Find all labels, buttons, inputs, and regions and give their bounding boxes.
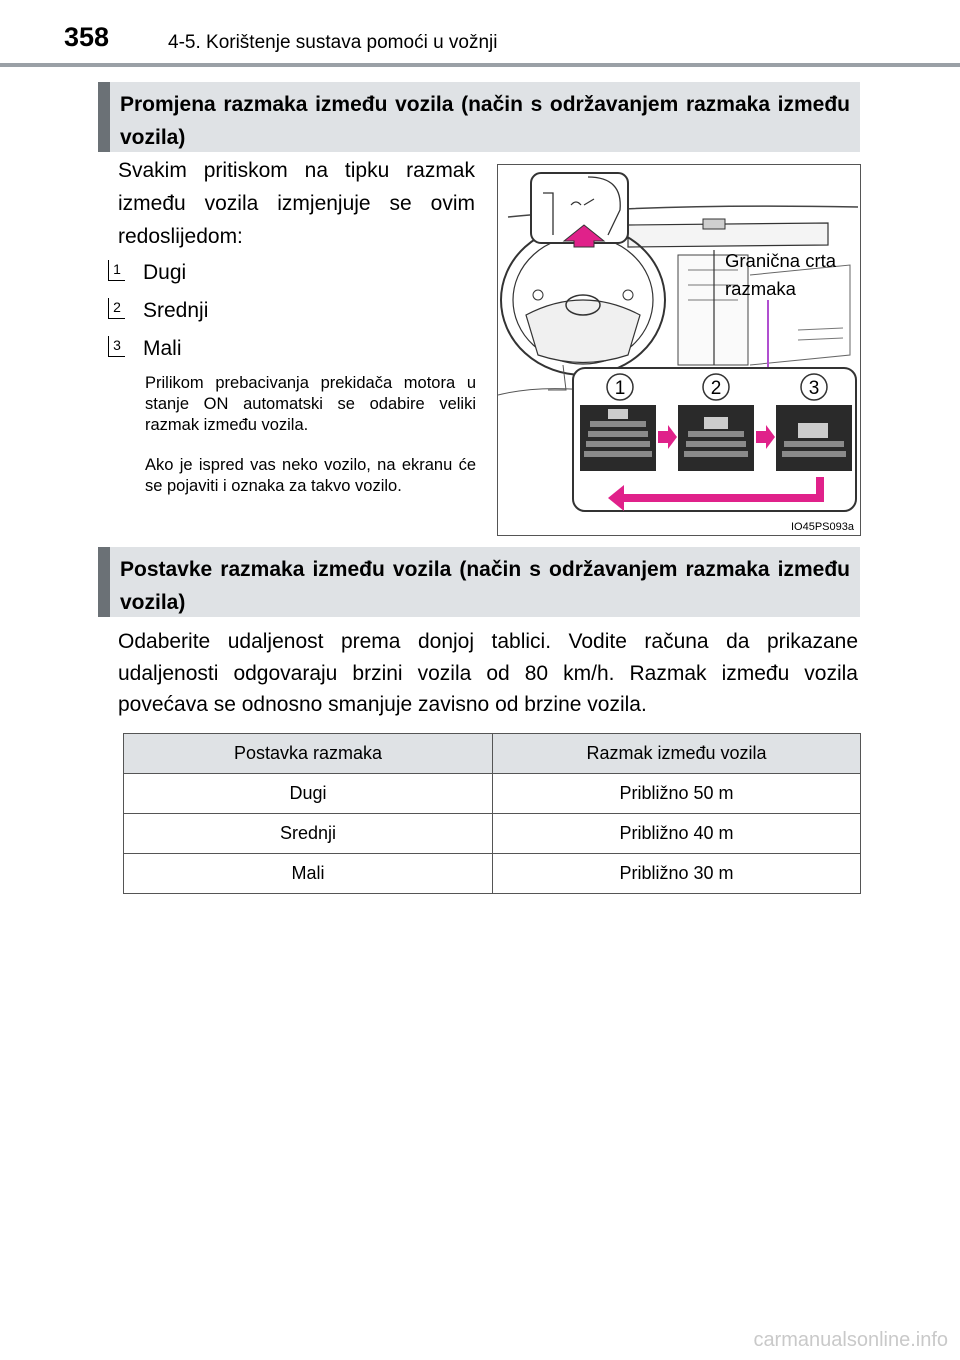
page-number: 358: [64, 22, 110, 52]
section-heading-distance-settings: Postavke razmaka između vozila (način s održavanjem razmaka između vozila): [98, 547, 860, 617]
table-cell: Mali: [124, 854, 493, 894]
section-heading-change-distance: Promjena razmaka između vozila (način s održavanjem razmaka između vozila): [98, 82, 860, 152]
note-default-distance: Prilikom prebacivanja prekidača motora u stanje ON automatski se odabire veliki razmak između vozila.: [145, 374, 476, 434]
table-header-row: [124, 734, 861, 774]
chapter-title: 4-5. Korištenje sustava pomoći u vožnji: [168, 32, 498, 53]
table-row: [124, 774, 861, 814]
table-cell: Približno 30 m: [493, 854, 861, 894]
header-rule: [0, 63, 960, 67]
step-circle: [607, 374, 633, 400]
list-item: [100, 332, 400, 370]
step-circle: [801, 374, 827, 400]
display-screen-medium: [678, 405, 754, 471]
intro-paragraph: Svakim pritiskom na tipku razmak između vozila izmjenjuje se ovim redoslijedom:: [118, 159, 475, 248]
figure-code: IO45PS093a: [791, 521, 854, 533]
list-item-label: Srednji: [143, 299, 209, 322]
display-screen-long: [580, 405, 656, 471]
list-item: [100, 294, 400, 332]
note-vehicle-mark: Ako je ispred vas neko vozilo, na ekranu će se pojaviti i oznaka za takvo vozilo.: [145, 456, 476, 495]
distance-line-callout: Granična crta razmaka: [725, 250, 837, 299]
watermark: carmanualsonline.info: [753, 1329, 948, 1351]
table-cell: Približno 40 m: [493, 814, 861, 854]
page-header: [0, 0, 960, 70]
list-item-label: Mali: [143, 337, 182, 360]
step-number-badge: 3: [108, 336, 125, 357]
column-header: Postavka razmaka: [124, 734, 493, 774]
list-item-label: Dugi: [143, 261, 187, 284]
display-screen-short: [776, 405, 852, 471]
list-item: [100, 256, 400, 294]
step-circle: [703, 374, 729, 400]
table-cell: Srednji: [124, 814, 493, 854]
table-row: [124, 854, 861, 894]
column-header: Razmak između vozila: [493, 734, 861, 774]
table-cell: Približno 50 m: [493, 774, 861, 814]
distance-switch-illustration: [497, 164, 861, 536]
table-row: [124, 814, 861, 854]
step-number-badge: 1: [108, 260, 125, 281]
step-number: 3: [808, 378, 820, 399]
step-number: 2: [710, 378, 722, 399]
step-number: 1: [614, 378, 626, 399]
table-cell: Dugi: [124, 774, 493, 814]
settings-paragraph: Odaberite udaljenost prema donjoj tablici. Vodite računa da prikazane udaljenosti odgovaraju brzini vozila od 80 km/h. Razmak između vozila povećava se odnosno smanjuje zavisno od brzine vozila.: [118, 630, 858, 716]
distance-order-list: [100, 256, 400, 370]
distance-table: [123, 733, 861, 894]
dashboard-drawing: [498, 165, 861, 536]
step-number-badge: 2: [108, 298, 125, 319]
